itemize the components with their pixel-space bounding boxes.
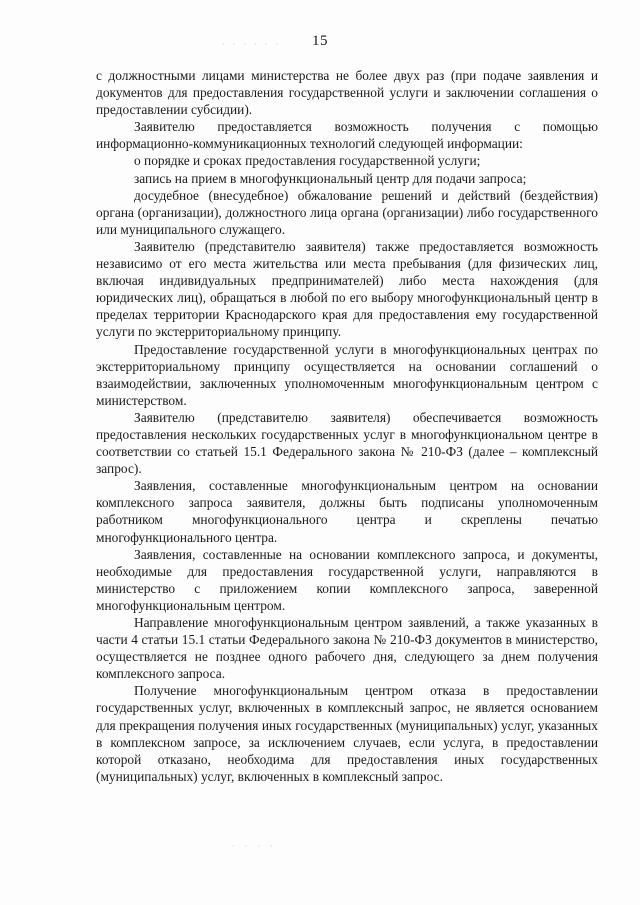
scan-artifact: · · · · · · — [222, 40, 281, 49]
paragraph: Заявителю (представителю заявителя) обеспечивается возможность предоставления нескольких государственных услуг в многофункциональном центре в соответствии со статьей 15.1 Федерального закона № 210-ФЗ (далее – комплексный запрос). — [96, 409, 598, 477]
paragraph: Заявителю (представителю заявителя) также предоставляется возможность независимо от его места жительства или места пребывания (для физических лиц, включая индивидуальных предпринимателей) либо места нахождения (для юридических лиц), обращаться в любой по его выбору многофункциональный центр в пределах территории Краснодарского края для предоставления ему государственной услуги по экстерриториальному принципу. — [96, 238, 598, 340]
paragraph: о порядке и сроках предоставления государственной услуги; — [134, 153, 481, 169]
paragraph: Заявления, составленные многофункциональным центром на основании комплексного запроса заявителя, должны быть подписаны уполномоченным работником многофункционального центра и скреплены печатью многофункционального центра. — [96, 478, 598, 545]
paragraph: запись на прием в многофункциональный центр для подачи запроса; — [134, 170, 527, 186]
paragraph: с должностными лицами министерства не более двух раз (при подаче заявления и документов для предоставления государственной услуги и заключении соглашения о предоставлении субсидии). — [96, 68, 598, 118]
paragraph: Получение многофункциональным центром отказа в предоставлении государственных услуг, включенных в комплексный запрос, не является основанием для прекращения получения иных государственных (муниципальных) услуг, указанных в комплексном запросе, за исключением случаев, если услуга, в предоставлении которой отказано, необходима для предоставления иных государственных (муниципальных) услуг, включенных в комплексный запрос. — [96, 683, 598, 784]
paragraph: Заявления, составленные на основании комплексного запроса, и документы, необходимые для предоставления государственной услуги, направляются в министерство с приложением копии комплексного запроса, заверенной многофункциональным центром. — [96, 546, 598, 613]
document-body — [96, 67, 598, 785]
page-number: 15 — [312, 33, 328, 49]
paragraph: досудебное (внесудебное) обжалование решений и действий (бездействия) органа (организации), должностного лица органа (организации) либо государственного или муниципального служащего. — [96, 187, 598, 237]
paragraph: Предоставление государственной услуги в многофункциональных центрах по экстерриториальному принципу осуществляется на основании соглашений о взаимодействии, заключенных уполномоченным многофункциональным центром с министерством. — [96, 341, 598, 408]
scan-artifact: · · · · — [232, 842, 277, 851]
paragraph: Направление многофункциональным центром заявлений, а также указанных в части 4 статьи 15.1 статьи Федерального закона № 210-ФЗ документов в министерство, осуществляется не позднее одного рабочего дня, следующего за днем получения комплексного запроса. — [96, 615, 598, 682]
paragraph: Заявителю предоставляется возможность получения с помощью информационно-коммуникационных технологий следующей информации: — [96, 119, 598, 152]
